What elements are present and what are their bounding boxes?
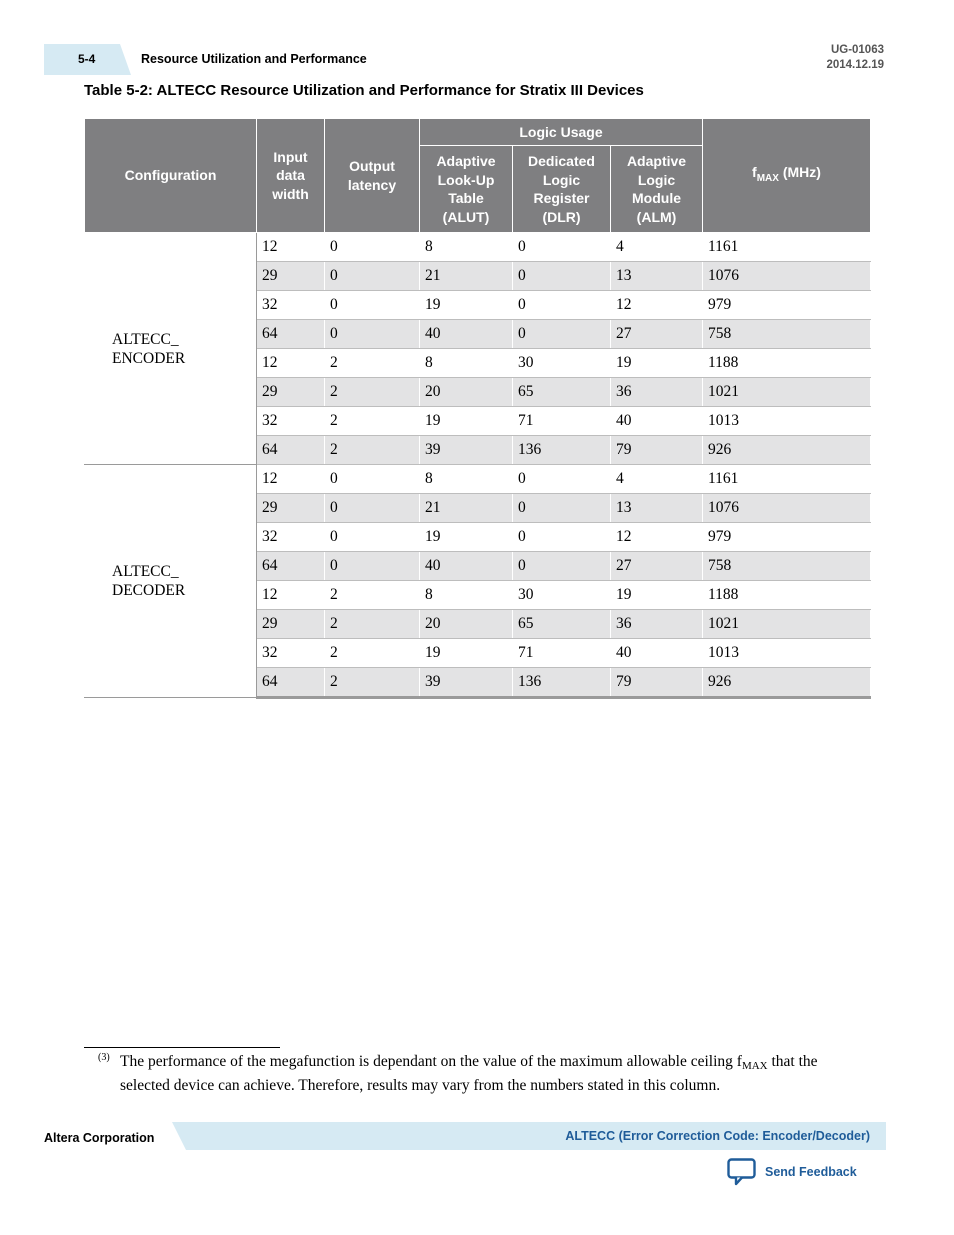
table-cell: 39 — [420, 436, 513, 465]
table-cell: 0 — [325, 320, 420, 349]
table-cell: 8 — [420, 349, 513, 378]
footer-doc-title[interactable]: ALTECC (Error Correction Code: Encoder/Decoder) — [565, 1129, 870, 1143]
col-header-configuration: Configuration — [85, 119, 257, 233]
table-row — [85, 465, 871, 494]
table-cell: 36 — [611, 610, 703, 639]
table-cell: 0 — [513, 291, 611, 320]
table-cell: 71 — [513, 407, 611, 436]
table-cell: 0 — [513, 494, 611, 523]
table-cell: 0 — [513, 262, 611, 291]
page-number: 5-4 — [78, 52, 96, 66]
table-cell: 65 — [513, 378, 611, 407]
table-cell: 2 — [325, 668, 420, 698]
table-cell: 979 — [703, 291, 871, 320]
table-cell: 4 — [611, 465, 703, 494]
table-cell: 1161 — [703, 233, 871, 262]
table-cell: 1076 — [703, 494, 871, 523]
table-row — [85, 233, 871, 262]
resource-table — [84, 118, 871, 699]
table-cell: 30 — [513, 581, 611, 610]
col-header-alut: Adaptive Look-Up Table (ALUT) — [420, 146, 513, 233]
table-cell: 19 — [420, 523, 513, 552]
fmax-sub: MAX — [756, 172, 779, 184]
table-cell: 79 — [611, 668, 703, 698]
table-cell: 1021 — [703, 378, 871, 407]
table-cell: 0 — [325, 291, 420, 320]
footnote-text — [120, 1052, 860, 1096]
table-cell: 21 — [420, 494, 513, 523]
table-cell: 8 — [420, 465, 513, 494]
table-cell: 2 — [325, 349, 420, 378]
table-cell: 4 — [611, 233, 703, 262]
table-cell: 979 — [703, 523, 871, 552]
table-cell: 12 — [257, 349, 325, 378]
table-cell: 71 — [513, 639, 611, 668]
table-cell: 39 — [420, 668, 513, 698]
table-cell: 79 — [611, 436, 703, 465]
table-cell: 64 — [257, 436, 325, 465]
table-cell: 40 — [611, 407, 703, 436]
col-header-logic-usage: Logic Usage — [420, 119, 703, 146]
table-cell: 32 — [257, 523, 325, 552]
table-cell: 32 — [257, 407, 325, 436]
table-cell: 19 — [611, 349, 703, 378]
table-cell: 0 — [513, 465, 611, 494]
table-cell: 21 — [420, 262, 513, 291]
table-cell: 64 — [257, 668, 325, 698]
table-cell: 758 — [703, 320, 871, 349]
col-header-dlr: Dedicated Logic Register (DLR) — [513, 146, 611, 233]
footnote-sub: MAX — [741, 1060, 768, 1072]
speech-bubble-icon — [727, 1158, 756, 1186]
table-cell: 12 — [257, 581, 325, 610]
table-cell: 0 — [325, 262, 420, 291]
table-cell: 926 — [703, 668, 871, 698]
table-cell: 20 — [420, 610, 513, 639]
table-cell: 29 — [257, 378, 325, 407]
table-cell: 12 — [257, 465, 325, 494]
fmax-f: f — [752, 163, 757, 180]
table-cell: 20 — [420, 378, 513, 407]
fmax-unit: (MHz) — [778, 163, 821, 180]
table-cell: 8 — [420, 581, 513, 610]
table-cell: 64 — [257, 552, 325, 581]
table-cell: 36 — [611, 378, 703, 407]
table-cell: 29 — [257, 494, 325, 523]
table-caption: Table 5-2: ALTECC Resource Utilization and Performance for Stratix III Devices — [84, 82, 644, 99]
table-cell: 2 — [325, 581, 420, 610]
table-cell: 2 — [325, 407, 420, 436]
table-cell: 2 — [325, 610, 420, 639]
table-cell: 40 — [420, 320, 513, 349]
table-cell: 19 — [611, 581, 703, 610]
table-cell: 136 — [513, 668, 611, 698]
table-cell: 0 — [513, 552, 611, 581]
table-cell: 2 — [325, 378, 420, 407]
table-cell: 758 — [703, 552, 871, 581]
table-cell: 19 — [420, 291, 513, 320]
table-cell: 27 — [611, 320, 703, 349]
table-cell: 0 — [325, 465, 420, 494]
table-cell: 926 — [703, 436, 871, 465]
table-cell: 0 — [513, 523, 611, 552]
table-cell: 32 — [257, 639, 325, 668]
table-cell: 1076 — [703, 262, 871, 291]
table-cell: 2 — [325, 639, 420, 668]
doc-date: 2014.12.19 — [826, 59, 884, 71]
table-body — [85, 233, 871, 698]
table-cell: 0 — [325, 552, 420, 581]
table-cell: 136 — [513, 436, 611, 465]
table-cell: 12 — [257, 233, 325, 262]
table-cell: 12 — [611, 523, 703, 552]
col-header-fmax — [703, 119, 871, 233]
table-cell: 0 — [325, 233, 420, 262]
table-cell: 1013 — [703, 639, 871, 668]
footnote-mark: (3) — [98, 1052, 110, 1063]
footnote-text-part1: The performance of the megafunction is dependant on the value of the maximum allowable ceiling f — [120, 1053, 742, 1070]
col-header-alm: Adaptive Logic Module (ALM) — [611, 146, 703, 233]
table-cell: 29 — [257, 262, 325, 291]
table-cell: 0 — [325, 523, 420, 552]
table-cell: 65 — [513, 610, 611, 639]
table-cell: 8 — [420, 233, 513, 262]
table-cell: 0 — [513, 233, 611, 262]
table-cell: 13 — [611, 262, 703, 291]
doc-meta — [826, 43, 884, 73]
table-cell: 0 — [513, 320, 611, 349]
table-cell: 29 — [257, 610, 325, 639]
table-cell: 32 — [257, 291, 325, 320]
send-feedback-link[interactable] — [727, 1158, 857, 1186]
table-cell: 13 — [611, 494, 703, 523]
table-cell: 0 — [325, 494, 420, 523]
table-cell: 40 — [611, 639, 703, 668]
configuration-cell: ALTECC_ DECODER — [85, 465, 257, 698]
col-header-output-latency: Output latency — [325, 119, 420, 233]
footnote-rule — [84, 1047, 280, 1048]
table-cell: 2 — [325, 436, 420, 465]
table-cell: 1188 — [703, 349, 871, 378]
table-cell: 30 — [513, 349, 611, 378]
table-cell: 64 — [257, 320, 325, 349]
send-feedback-label[interactable]: Send Feedback — [765, 1165, 857, 1179]
table-cell: 1021 — [703, 610, 871, 639]
configuration-cell: ALTECC_ ENCODER — [85, 233, 257, 465]
table-cell: 1161 — [703, 465, 871, 494]
section-title: Resource Utilization and Performance — [141, 52, 367, 66]
doc-id: UG-01063 — [830, 44, 884, 56]
table-cell: 27 — [611, 552, 703, 581]
table-cell: 1188 — [703, 581, 871, 610]
table-cell: 1013 — [703, 407, 871, 436]
footnote-text-part2: that the selected device can achieve. Therefore, results may vary from the numbers stated in this column. — [120, 1053, 818, 1094]
table-cell: 12 — [611, 291, 703, 320]
table-cell: 19 — [420, 407, 513, 436]
table-cell: 40 — [420, 552, 513, 581]
col-header-input-width: Input data width — [257, 119, 325, 233]
footer-company: Altera Corporation — [44, 1131, 155, 1145]
table-cell: 19 — [420, 639, 513, 668]
